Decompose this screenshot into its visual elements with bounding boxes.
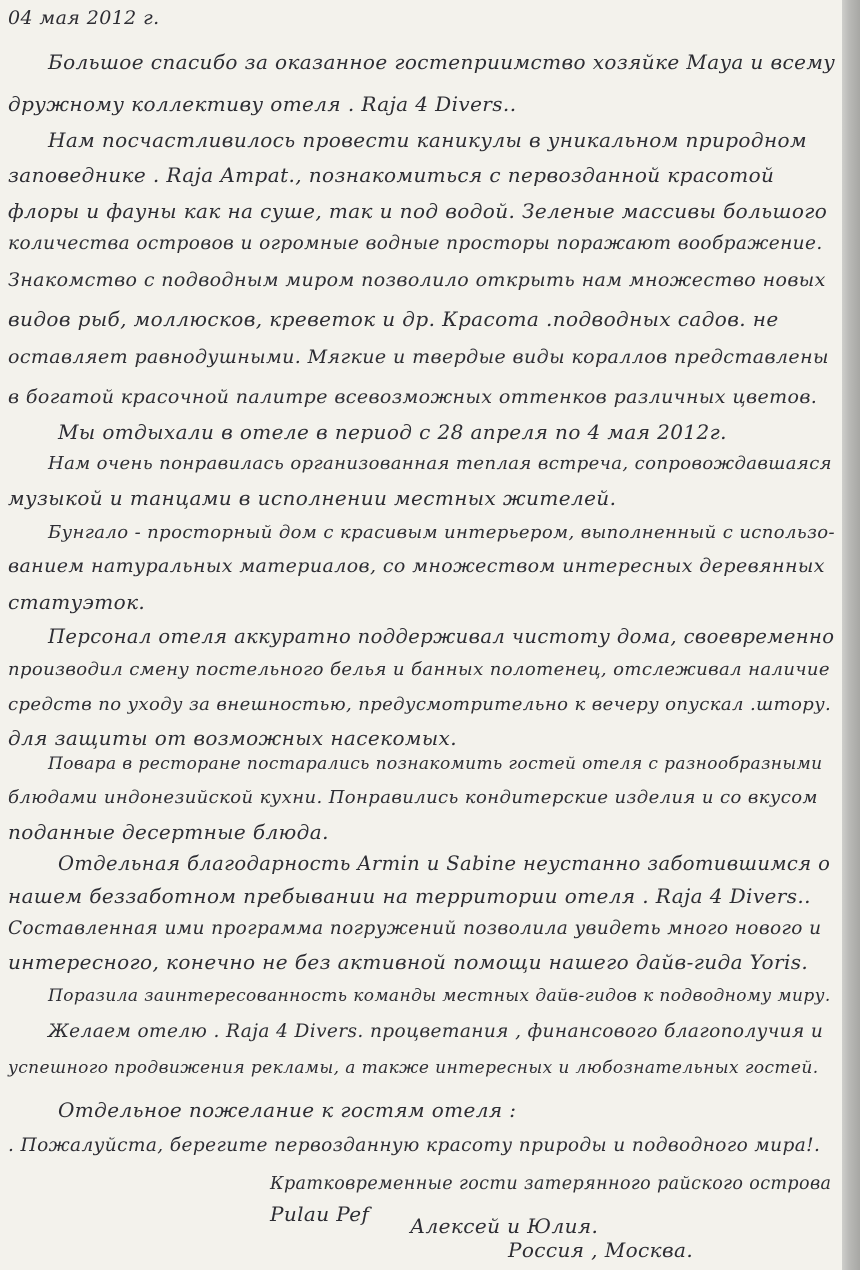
signature-place: Россия , Москва. — [508, 1238, 694, 1262]
letter-line-16: статуэток. — [8, 590, 146, 614]
letter-line-2: дружному коллективу отеля . Raja 4 Divers.. — [8, 92, 517, 116]
letter-line-29: Желаем отелю . Raja 4 Divers. процветания , финансового благополучия и — [48, 1021, 824, 1042]
letter-line-31: Отдельное пожелание к гостям отеля : — [58, 1098, 517, 1122]
letter-line-1: Большое спасибо за оказанное гостеприимство хозяйке Maya и всему — [48, 50, 836, 74]
letter-line-12: Нам очень понравилась организованная теплая встреча, сопровождавшаяся — [48, 453, 833, 474]
letter-line-10: в богатой красочной палитре всевозможных оттенков различных цветов. — [8, 386, 818, 408]
signature-line-2: Pulau Pef — [270, 1202, 370, 1226]
signature-names: Алексей и Юлия. — [410, 1214, 599, 1238]
letter-line-9: оставляет равнодушными. Мягкие и твердые виды кораллов представлены — [8, 346, 829, 368]
signature-line-1: Кратковременные гости затерянного райского острова — [270, 1174, 832, 1194]
letter-line-3: Нам посчастливилось провести каникулы в уникальном природном — [48, 128, 807, 152]
letter-line-15: ванием натуральных материалов, со множеством интересных деревянных — [8, 555, 825, 577]
letter-line-4: заповеднике . Raja Ampat., познакомиться с первозданной красотой — [8, 163, 775, 187]
letter-line-8: видов рыб, моллюсков, креветок и др. Красота .подводных садов. не — [8, 307, 779, 331]
letter-line-23: поданные десертные блюда. — [8, 820, 329, 844]
letter-line-26: Составленная ими программа погружений позволила увидеть много нового и — [8, 918, 822, 939]
letter-line-13: музыкой и танцами в исполнении местных жителей. — [8, 486, 617, 510]
letter-line-21: Повара в ресторане постарались познакомить гостей отеля с разнообразными — [48, 754, 823, 774]
letter-line-28: Поразила заинтересованность команды местных дайв-гидов к подводному миру. — [48, 986, 831, 1006]
letter-line-32: . Пожалуйста, берегите первозданную красоту природы и подводного мира!. — [8, 1135, 821, 1156]
letter-line-27: интересного, конечно не без активной помощи нашего дайв-гида Yoris. — [8, 950, 809, 974]
page-edge — [842, 0, 860, 1270]
letter-line-30: успешного продвижения рекламы, а также интересных и любознательных гостей. — [8, 1058, 819, 1078]
letter-line-17: Персонал отеля аккуратно поддерживал чистоту дома, своевременно — [48, 625, 835, 648]
letter-line-14: Бунгало - просторный дом с красивым интерьером, выполненный с использо- — [48, 522, 836, 543]
letter-line-24: Отдельная благодарность Armin и Sabine неустанно заботившимся о — [58, 852, 831, 875]
letter-line-22: блюдами индонезийской кухни. Понравились кондитерские изделия и со вкусом — [8, 787, 818, 808]
letter-line-5: флоры и фауны как на суше, так и под водой. Зеленые массивы большого — [8, 199, 828, 223]
letter-line-19: средств по уходу за внешностью, предусмотрительно к вечеру опускал .штору. — [8, 694, 832, 715]
letter-line-11: Мы отдыхали в отеле в период с 28 апреля по 4 мая 2012г. — [58, 420, 727, 444]
letter-date: 04 мая 2012 г. — [8, 7, 160, 29]
letter-line-20: для защиты от возможных насекомых. — [8, 726, 457, 750]
letter-line-7: Знакомство с подводным миром позволило открыть нам множество новых — [8, 269, 826, 291]
letter-line-25: нашем беззаботном пребывании на территории отеля . Raja 4 Divers.. — [8, 884, 811, 908]
letter-line-6: количества островов и огромные водные просторы поражают воображение. — [8, 233, 823, 254]
letter-line-18: производил смену постельного белья и банных полотенец, отслеживал наличие — [8, 659, 830, 680]
